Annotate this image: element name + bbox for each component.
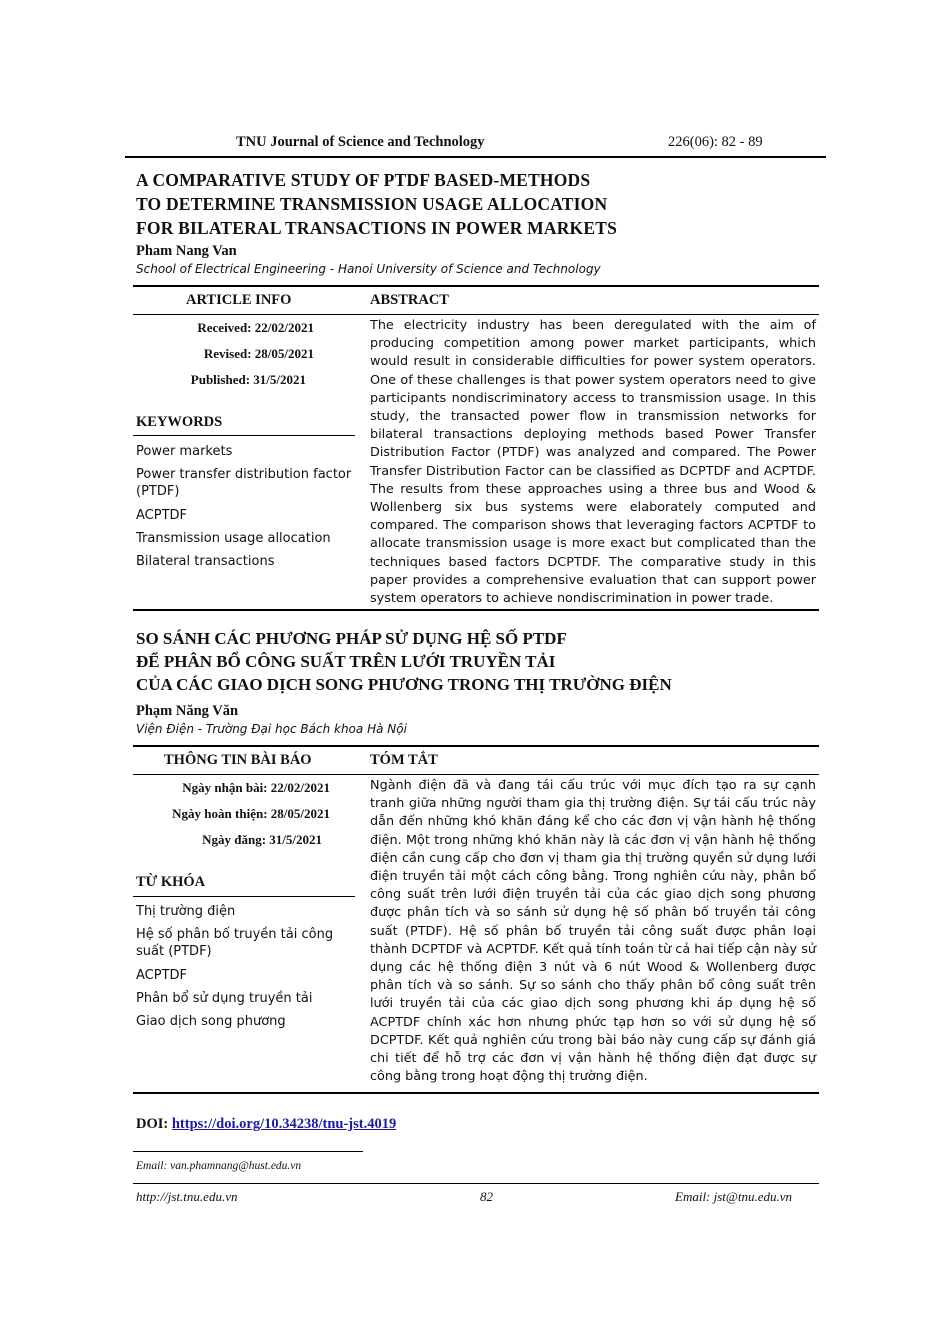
title-line: TO DETERMINE TRANSMISSION USAGE ALLOCATION: [136, 194, 608, 214]
keyword: Power markets: [136, 444, 233, 459]
article-info-heading-vietnamese: THÔNG TIN BÀI BÁO: [164, 752, 312, 768]
received-date-vietnamese: Ngày nhận bài: 22/02/2021: [182, 780, 330, 795]
keyword: Hệ số phân bố truyền tải công suất (PTDF): [136, 927, 334, 959]
keyword: Power transfer distribution factor (PTDF): [136, 467, 352, 499]
doi-label: DOI:: [136, 1116, 172, 1132]
keyword: Phân bổ sử dụng truyền tải: [136, 991, 313, 1006]
paper-title-vietnamese: [136, 627, 672, 696]
keywords-rule: [133, 435, 355, 436]
article-info-heading: ARTICLE INFO: [186, 292, 292, 308]
footnote-rule: [133, 1151, 363, 1152]
abstract-heading: ABSTRACT: [370, 292, 449, 308]
revised-date-vietnamese: Ngày hoàn thiện: 28/05/2021: [172, 806, 330, 821]
title-line: ĐỂ PHÂN BỔ CÔNG SUẤT TRÊN LƯỚI TRUYỀN TẢI: [136, 652, 556, 671]
author-email: Email: van.phamnang@hust.edu.vn: [136, 1160, 302, 1172]
keywords-heading-vietnamese: TỪ KHÓA: [136, 874, 206, 890]
author-affiliation: School of Electrical Engineering - Hanoi University of Science and Technology: [136, 262, 601, 276]
keyword: ACPTDF: [136, 968, 188, 983]
info-bottom-rule: [133, 609, 819, 611]
abstract-text-vietnamese: Ngành điện đã và đang tái cấu trúc với mục đích tạo ra sự cạnh tranh giữa những người tham gia thị trường điện. Sự tái cấu trúc này dẫn đến những khó khăn đáng kể cho các đơn vị vận hành hệ thống điện. Một trong những khó khăn này là các đơn vị vận hành hệ thống điện cần cung cấp cho đơn vị tham gia thị trường quyền sử dụng lưới điện truyền tải một cách công bằng. Trong nghiên cứu này, phân bổ công suất trên lưới điện truyền tải của các giao dịch song phương được phân tích và so sánh sử dụng hệ số phân bố truyền tải công suất (PTDF). Hệ số phân bố truyền tải công suất được phân loại thành DCPTDF và ACPTDF. Kết quả tính toán từ cả hai tiếp cận này sử dụng các hệ thống điện 3 nút và 6 nút Wood & Wollenberg được phân tích và so sánh. Sự so sánh cho thấy phân bổ công suất trên lưới truyền tải của các giao dịch song phương khi áp dụng hệ số ACPTDF chính xác hơn nhưng phức tạp hơn so với sử dụng hệ số DCPTDF. Kết quả nghiên cứu trong bài báo này cung cấp sự đánh giá chi tiết để hỗ trợ các đơn vị vận hành hệ thống điện đạt được sự công bằng trong hoạt động thị trường điện.: [370, 778, 816, 1085]
published-date-vietnamese: Ngày đăng: 31/5/2021: [202, 832, 322, 847]
paper-title: [136, 168, 617, 240]
received-date: Received: 22/02/2021: [197, 320, 314, 335]
title-line: A COMPARATIVE STUDY OF PTDF BASED-METHODS: [136, 170, 591, 190]
abstract-heading-vietnamese: TÓM TẮT: [370, 752, 438, 768]
journal-name: TNU Journal of Science and Technology: [236, 134, 485, 150]
info-header-rule: [133, 314, 819, 315]
keyword: Bilateral transactions: [136, 554, 275, 569]
keyword: Giao dịch song phương: [136, 1014, 286, 1029]
page-number: 82: [480, 1189, 493, 1204]
author-name: Pham Nang Van: [136, 243, 237, 259]
vn-info-bottom-rule: [133, 1092, 819, 1094]
footer-website[interactable]: http://jst.tnu.edu.vn: [136, 1189, 238, 1204]
doi: [136, 1116, 396, 1133]
vn-info-header-rule: [133, 774, 819, 775]
keyword: ACPTDF: [136, 508, 188, 523]
header-rule: [125, 156, 826, 158]
vn-info-top-rule: [133, 745, 819, 747]
revised-date: Revised: 28/05/2021: [203, 346, 314, 361]
doi-link[interactable]: https://doi.org/10.34238/tnu-jst.4019: [171, 1116, 397, 1132]
published-date: Published: 31/5/2021: [190, 372, 306, 387]
title-line: CỦA CÁC GIAO DỊCH SONG PHƯƠNG TRONG THỊ TRƯỜNG ĐIỆN: [136, 675, 672, 694]
abstract-text: The electricity industry has been deregulated with the aim of producing competition among power market participants, which would result in considerable difficulties for power system operators. One of these challenges is that power system operators need to give participants nondiscriminatory access to transmission usage. In this study, the transacted power flow in transmission networks for bilateral transactions deploying methods based Power Transfer Distribution Factor (PTDF) was analyzed and compared. The Power Transfer Distribution Factor can be classified as DCPTDF and ACPTDF. The results from these approaches using a three bus and Wood & Wollenberg six bus systems were elaborately computed and compared. The comparison shows that leveraging factors ACPTDF to allocate transmission usage is more exact but complicated than the techniques based factors DCPTDF. The comparative study in this paper provides a comprehensive evaluation that can support power system operators to achieve nondiscrimination in power trade.: [370, 318, 816, 607]
footer-email[interactable]: Email: jst@tnu.edu.vn: [675, 1189, 793, 1204]
keywords-heading: KEYWORDS: [136, 414, 223, 430]
author-name-vietnamese: Phạm Năng Văn: [136, 703, 239, 719]
vn-keywords-rule: [133, 896, 355, 897]
title-line: SO SÁNH CÁC PHƯƠNG PHÁP SỬ DỤNG HỆ SỐ PTDF: [136, 629, 567, 648]
keyword: Transmission usage allocation: [136, 531, 331, 546]
footer-rule: [133, 1183, 819, 1184]
journal-volume: 226(06): 82 - 89: [668, 134, 763, 150]
info-top-rule: [133, 285, 819, 287]
author-affiliation-vietnamese: Viện Điện - Trường Đại học Bách khoa Hà Nội: [136, 722, 407, 736]
keyword: Thị trường điện: [136, 904, 236, 919]
title-line: FOR BILATERAL TRANSACTIONS IN POWER MARKETS: [136, 218, 618, 238]
